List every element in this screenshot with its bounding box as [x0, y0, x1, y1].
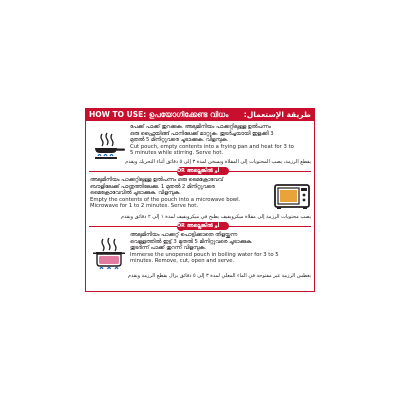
instruction-1-ml-line-3: മുതൽ 5 മിനിറ്റുവരെ ചൂടാക്കുക. വിളമ്പുക. — [130, 137, 229, 144]
header-title-en: HOW TO USE: — [89, 110, 147, 119]
instruction-2-text — [90, 177, 240, 210]
instruction-2-ml-line-3: മൈക്രോവേവിൽ ചൂടാക്കുക. വിളമ്പുക. — [90, 190, 181, 197]
instruction-3-ml-line-3: തുടർന്ന് പാക്ക് തുറന്ന് വിളമ്പുക. — [130, 245, 206, 252]
header-title-ml: ഉപയോഗിക്കേണ്ട വിധം — [148, 110, 229, 119]
instruction-2-ar: يصب محتويات الرزمة إلى مقلاة ميكرويفيف يطبخ في ميكرويفيف لمدة ١ إلى ٢ دقائق ويقدم — [121, 214, 311, 220]
header-title-left — [89, 110, 228, 120]
instruction-boiling — [86, 231, 314, 289]
frying-pan-on-stove-icon — [92, 131, 126, 161]
instruction-2-ml-line-1: അലുമിനിയം പാക്കറ്റിലുള്ള ഉൽപന്നം ഒരു മൈക്രോവേവ് — [90, 177, 224, 183]
or-badge-2-en: OR — [177, 224, 185, 229]
or-badge-1-ar: أو — [214, 168, 220, 174]
instruction-3-ml-line-1: അലുമിനിയം പാക്കറ്റ് പൊട്ടിക്കാതെ തിളയ്ക്കുന്ന — [130, 232, 238, 238]
instruction-3-text — [130, 232, 279, 265]
or-badge-2-ml: അല്ലെങ്കിൽ — [186, 223, 213, 229]
instruction-microwave — [86, 176, 314, 222]
instruction-3-en-line-2: minutes. Remove, cut, open and serve. — [130, 258, 235, 265]
instruction-3-ar: يغطس الرزمة غير مفتوحة في الماء المغلي لمدة ٣ إلى ٥ دقائق يزال يقطع الرزمة ويقدم — [128, 273, 311, 279]
instruction-3-ml-line-2: വെള്ളത്തിൽ ഇട്ട് 3 മുതൽ 5 മിനിറ്റുവരെ ചൂടാക്കുക. — [130, 238, 253, 245]
or-badge-1 — [177, 167, 229, 175]
instruction-2-en-line-1: Empty the contents of the pouch into a microwave bowl. — [90, 196, 241, 203]
microwave-oven-icon — [274, 184, 310, 210]
instruction-1-en-line-2: 5 minutes while stirring. Serve hot. — [130, 150, 224, 157]
instruction-1-ml-line-2: ഒരു ഫ്രൈയിങ്ങ് പാനിലേക്ക് മാറ്റുക. തുടർച്ചയായി ഇളക്കി 3 — [130, 130, 274, 137]
instruction-2-en-line-2: Microwave for 1 to 2 minutes. Serve hot. — [90, 203, 199, 210]
header-title-ar: طريقة الإستعمال: — [243, 110, 311, 119]
instruction-1-ar: يقطع الرزمة، يصب المحتويات إلى المقلاة ويسخن لمدة ٣ إلى ٥ دقائق أثناء التحريك ويقدم — [125, 159, 311, 165]
instruction-2-ml-line-2: ബൗളിലേക്ക് പാത്രത്തിലേക്കു. 1 മുതൽ 2 മിനിറ്റുവരെ — [90, 183, 215, 190]
instruction-1-en-line-1: Cut pouch, empty contents into a frying pan and heat for 3 to — [130, 143, 294, 150]
how-to-use-header — [86, 109, 314, 121]
how-to-use-panel — [85, 108, 315, 292]
or-badge-1-ml: അല്ലെങ്കിൽ — [186, 168, 213, 174]
instruction-frying-pan — [86, 123, 314, 167]
or-badge-2 — [177, 222, 229, 230]
or-badge-2-ar: أو — [214, 223, 220, 229]
instruction-1-ml-line-1: പേക്ക് പാക്ക് തുറക്കുക. അലുമിനിയം പാക്കറ്റിലുള്ള ഉൽപന്നം — [130, 124, 271, 130]
or-badge-1-en: OR — [177, 169, 185, 174]
boiling-pot-icon — [92, 237, 126, 271]
instruction-1-text — [130, 124, 294, 157]
instruction-3-en-line-1: Immerse the unopened pouch in boiling water for 3 to 5 — [130, 251, 279, 258]
